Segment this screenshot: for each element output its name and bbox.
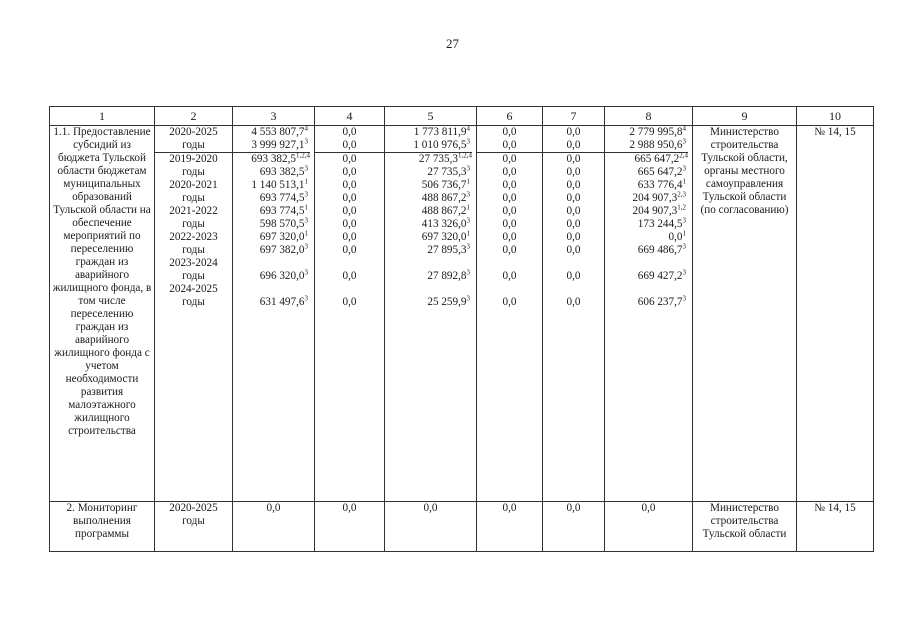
period-line: 2020-2025 — [169, 502, 218, 514]
value-line: 0,0 — [502, 179, 517, 191]
value-line: 0,0 — [566, 296, 581, 308]
value-line: 488 867,2$^1$ — [421, 203, 470, 217]
footnote-mark: 1 — [466, 229, 470, 238]
period-cell — [155, 502, 233, 552]
value-line: 0,0 — [502, 126, 517, 138]
footnote-mark: 3 — [304, 216, 308, 225]
fund-cell: 0,0 — [605, 502, 693, 552]
period-cell — [155, 126, 233, 502]
footnote-mark: 3 — [682, 242, 686, 251]
value-line: 697 320,0$^1$ — [259, 229, 308, 243]
footnote-mark: 3 — [304, 294, 308, 303]
federal-cell — [315, 126, 385, 502]
activity-cell: 1.1. Предоставление субсидий из бюджета Тульской области бюджетам муниципальных образований Тульской области на обеспечение мероприятий по переселению граждан из аварийного жилищного фонда, в том числе переселению граждан из аварийного жилищного фонда с учетом необходимости развития малоэтажного жилищного строительства — [50, 126, 155, 502]
footnote-mark: 3 — [466, 190, 470, 199]
value-line: 0,0 — [566, 192, 581, 204]
value-line: 0,0 — [566, 139, 581, 151]
value-line: 0,0 — [342, 126, 357, 138]
period-line: годы — [182, 515, 205, 527]
footnote-mark: 1,2 — [677, 203, 686, 212]
footnote-mark: 3 — [466, 294, 470, 303]
value-line: 0,0 — [566, 205, 581, 217]
value-line: 1 773 811,9$^4$ — [413, 124, 470, 138]
value-line: 27 892,8$^3$ — [427, 268, 470, 282]
value-line: 0,0 — [502, 166, 517, 178]
footnote-mark: 3 — [304, 268, 308, 277]
regional-cell: 0,0 — [385, 502, 477, 552]
value-line: 0,0 — [342, 218, 357, 230]
period-line: 2020-2021 — [169, 179, 218, 191]
footnote-mark: 3 — [682, 137, 686, 146]
footnote-mark: 1 — [304, 203, 308, 212]
value-line: 0,0 — [502, 296, 517, 308]
regional-cell — [385, 126, 477, 502]
responsible-cell: Министерство строительства Тульской области, органы местного самоуправления Тульской области (по согласованию) — [693, 126, 797, 502]
footnote-mark: 2,4 — [679, 151, 688, 160]
value-line: 204 907,3$^{1,2}$ — [632, 203, 686, 217]
header-cell: 2 — [155, 107, 233, 126]
activity-cell: 2. Мониторинг выполнения программы — [50, 502, 155, 552]
program-table — [49, 106, 874, 552]
value-line: 697 382,0$^3$ — [259, 242, 308, 256]
footnote-mark: 1 — [466, 177, 470, 186]
footnote-mark: 3 — [304, 164, 308, 173]
value-line: 1 140 513,1$^1$ — [251, 177, 308, 191]
value-line: 0,0 — [342, 270, 357, 282]
period-line: годы — [182, 296, 205, 308]
footnote-mark: 3 — [304, 190, 308, 199]
responsible-cell: Министерство строительства Тульской области — [693, 502, 797, 552]
footnote-mark: 1 — [466, 203, 470, 212]
value-line: 693 382,5$^{1,2,4}$ — [233, 152, 310, 166]
header-row — [50, 107, 874, 126]
footnote-mark: 4 — [682, 124, 686, 133]
value-line: 0,0 — [566, 218, 581, 230]
federal-cell: 0,0 — [315, 502, 385, 552]
header-cell: 3 — [233, 107, 315, 126]
header-cell: 10 — [797, 107, 874, 126]
value-line: 665 647,2$^{2,4}$ — [605, 152, 688, 166]
footnote-mark: 4 — [304, 124, 308, 133]
period-line: годы — [182, 139, 205, 151]
footnote-mark: 3 — [466, 242, 470, 251]
value-line: 413 326,0$^3$ — [421, 216, 470, 230]
value-line: 0,0 — [502, 139, 517, 151]
value-line: 0,0 — [342, 166, 357, 178]
value-line: 665 647,2$^3$ — [637, 164, 686, 178]
value-line: 669 486,7$^3$ — [637, 242, 686, 256]
header-cell: 6 — [477, 107, 543, 126]
fund-cell — [605, 126, 693, 502]
header-cell: 1 — [50, 107, 155, 126]
footnote-mark: 3 — [682, 164, 686, 173]
value-line: 0,0 — [543, 152, 604, 166]
period-line: 2021-2022 — [169, 205, 218, 217]
table-row — [50, 502, 874, 552]
value-line: 0,0 — [566, 166, 581, 178]
period-line: годы — [182, 270, 205, 282]
value-line: 0,0 — [342, 192, 357, 204]
other-cell: 0,0 — [543, 502, 605, 552]
value-line: $0,0^1$ — [668, 229, 686, 243]
value-line: 0,0 — [566, 231, 581, 243]
value-line: 0,0 — [315, 152, 384, 166]
period-line: годы — [182, 166, 205, 178]
value-line: 693 774,5$^3$ — [259, 190, 308, 204]
local-cell: 0,0 — [477, 502, 543, 552]
footnote-mark: 3 — [682, 294, 686, 303]
period-line: годы — [182, 192, 205, 204]
footnote-mark: 3 — [466, 137, 470, 146]
footnote-mark: 3 — [466, 268, 470, 277]
period-line: 2020-2025 — [169, 126, 218, 138]
footnote-mark: 1 — [682, 229, 686, 238]
value-line: 0,0 — [566, 126, 581, 138]
value-line: 2 988 950,6$^3$ — [629, 137, 686, 151]
value-line: 0,0 — [502, 270, 517, 282]
value-line: 173 244,5$^3$ — [637, 216, 686, 230]
header-cell: 5 — [385, 107, 477, 126]
value-line: 0,0 — [502, 218, 517, 230]
value-line: 693 382,5$^3$ — [259, 164, 308, 178]
value-line: 693 774,5$^1$ — [259, 203, 308, 217]
footnote-mark: 2,3 — [677, 190, 686, 199]
header-cell: 8 — [605, 107, 693, 126]
value-line: 0,0 — [502, 205, 517, 217]
period-line: годы — [182, 218, 205, 230]
period-line: годы — [182, 244, 205, 256]
value-line: 488 867,2$^3$ — [421, 190, 470, 204]
footnote-mark: 3 — [466, 216, 470, 225]
value-line: 204 907,3$^{2,3}$ — [632, 190, 686, 204]
value-line: 669 427,2$^3$ — [637, 268, 686, 282]
header-cell: 4 — [315, 107, 385, 126]
footnote-mark: 3 — [304, 137, 308, 146]
value-line: 697 320,0$^1$ — [421, 229, 470, 243]
value-line: 0,0 — [342, 231, 357, 243]
footnote-mark: 3 — [682, 216, 686, 225]
period-line: 2024-2025 — [169, 283, 218, 295]
value-line: 598 570,5$^3$ — [259, 216, 308, 230]
total-cell — [233, 126, 315, 502]
value-line: 0,0 — [566, 179, 581, 191]
value-line: 633 776,4$^1$ — [637, 177, 686, 191]
value-line: 25 259,9$^3$ — [427, 294, 470, 308]
footnote-mark: 3 — [682, 268, 686, 277]
value-line: 696 320,0$^3$ — [259, 268, 308, 282]
value-line: 4 553 807,7$^4$ — [251, 124, 308, 138]
footnote-mark: 1 — [682, 177, 686, 186]
local-cell — [477, 126, 543, 502]
value-line: 0,0 — [342, 179, 357, 191]
period-line: 2023-2024 — [169, 257, 218, 269]
footnote-mark: 3 — [304, 242, 308, 251]
value-line: 631 497,6$^3$ — [259, 294, 308, 308]
footnote-mark: 1,2,4 — [296, 151, 310, 160]
period-line: 2022-2023 — [169, 231, 218, 243]
value-line: 0,0 — [342, 244, 357, 256]
value-line: 27 895,3$^3$ — [427, 242, 470, 256]
value-line: 0,0 — [566, 270, 581, 282]
value-line: 1 010 976,5$^3$ — [413, 137, 470, 151]
header-cell: 9 — [693, 107, 797, 126]
value-line: 2 779 995,8$^4$ — [629, 124, 686, 138]
other-cell — [543, 126, 605, 502]
page-number: 27 — [446, 36, 459, 51]
value-line: 0,0 — [566, 244, 581, 256]
footnote-mark: 1 — [304, 229, 308, 238]
indicators-cell: № 14, 15 — [797, 126, 874, 502]
table-row — [50, 126, 874, 502]
value-line: 506 736,7$^1$ — [421, 177, 470, 191]
value-line: 3 999 927,1$^3$ — [251, 137, 308, 151]
value-line: 0,0 — [342, 296, 357, 308]
value-line: 606 237,7$^3$ — [637, 294, 686, 308]
value-line: 0,0 — [502, 231, 517, 243]
value-line: 27 735,3$^3$ — [427, 164, 470, 178]
period-line: 2019-2020 — [155, 152, 232, 166]
footnote-mark: 1 — [304, 177, 308, 186]
indicators-cell: № 14, 15 — [797, 502, 874, 552]
header-cell: 7 — [543, 107, 605, 126]
value-line: 0,0 — [477, 152, 542, 166]
value-line: 0,0 — [502, 244, 517, 256]
footnote-mark: 4 — [466, 124, 470, 133]
total-cell: 0,0 — [233, 502, 315, 552]
value-line: 0,0 — [342, 205, 357, 217]
value-line: 0,0 — [342, 139, 357, 151]
footnote-mark: 3 — [466, 164, 470, 173]
value-line: 27 735,3$^{1,2,4}$ — [385, 152, 472, 166]
value-line: 0,0 — [502, 192, 517, 204]
footnote-mark: 1,2,4 — [458, 151, 472, 160]
